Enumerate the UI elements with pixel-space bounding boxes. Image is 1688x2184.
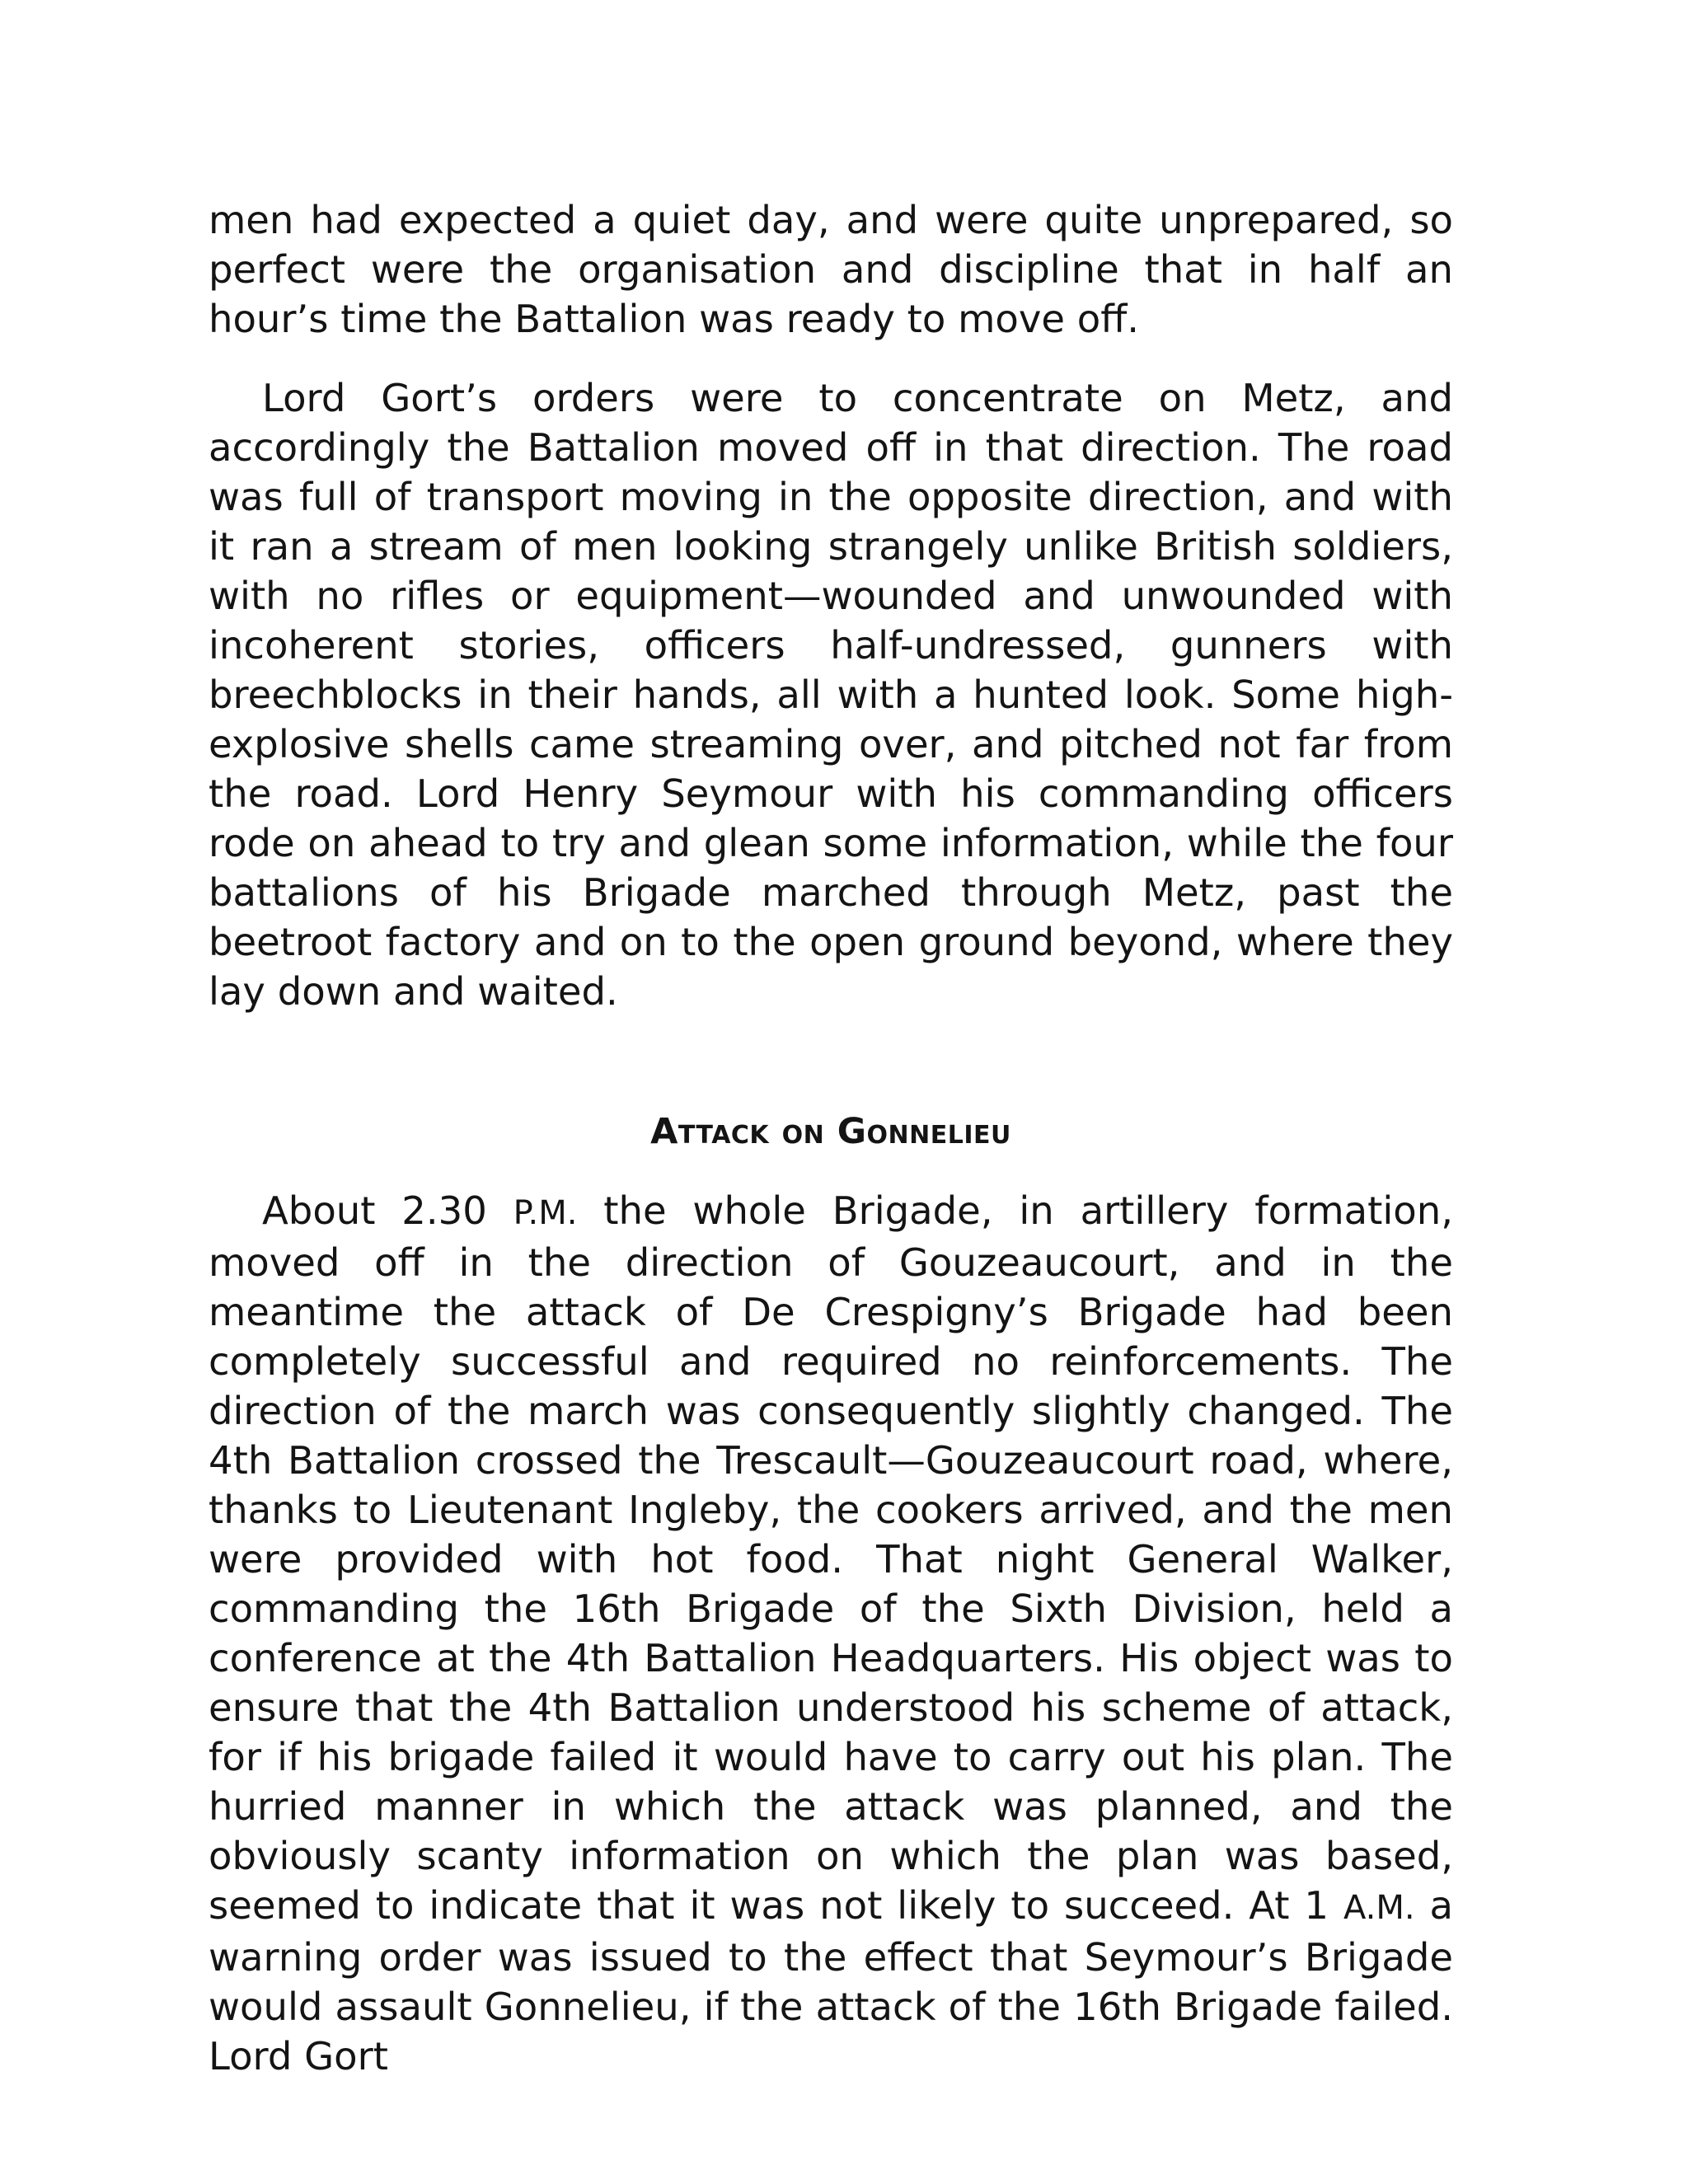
- document-page: [209, 195, 1453, 2081]
- time-pm: P.M.: [513, 1194, 578, 1232]
- paragraph-attack-on-gonnelieu: [209, 1186, 1453, 2081]
- paragraph-text-part1: About 2.30: [262, 1188, 513, 1233]
- paragraph-text-part3: a warning order was issued to the effect that Seymour’s Brigade would assault Gonnelieu, if the attack of the 16th Brigade failed. Lord Gort: [209, 1883, 1454, 2079]
- paragraph-continued: men had expected a quiet day, and were quite unprepared, so perfect were the organisation and discipline that in half an hour’s time the Battalion was ready to move off.: [209, 198, 1453, 341]
- paragraph-spacer: [209, 344, 1453, 373]
- section-heading: Attack on Gonnelieu: [650, 1111, 1011, 1152]
- paragraph-text-part2: the whole Brigade, in artillery formation, moved off in the direction of Gouzeaucourt, and in the meantime the attack of De Crespigny’s Brigade had been completely successful and required no reinforcements. The direction of the march was consequently slightly changed. The 4th Battalion crossed the Trescault—Gouzeaucourt road, where, thanks to Lieutenant Ingleby, the cookers arrived, and the men were provided with hot food. That night General Walker, commanding the 16th Brigade of the Sixth Division, held a conference at the 4th Battalion Headquarters. His object was to ensure that the 4th Battalion understood his scheme of attack, for if his brigade failed it would have to carry out his plan. The hurried manner in which the attack was planned, and the obviously scanty information on which the plan was based, seemed to indicate that it was not likely to succeed. At 1: [209, 1188, 1453, 1928]
- time-am: A.M.: [1343, 1889, 1415, 1927]
- paragraph-lord-gort-orders: Lord Gort’s orders were to concentrate on Metz, and accordingly the Battalion moved off in that direction. The road was full of transport moving in the opposite direction, and with it ran a stream of men looking strangely unlike British soldiers, with no rifles or equipment—wounded and unwounded with incoherent stories, officers half-undressed, gunners with breechblocks in their hands, all with a hunted look. Some high-explosive shells came streaming over, and pitched not far from the road. Lord Henry Seymour with his commanding officers rode on ahead to try and glean some information, while the four battalions of his Brigade marched through Metz, past the beetroot factory and on to the open ground beyond, where they lay down and waited.: [209, 376, 1453, 1014]
